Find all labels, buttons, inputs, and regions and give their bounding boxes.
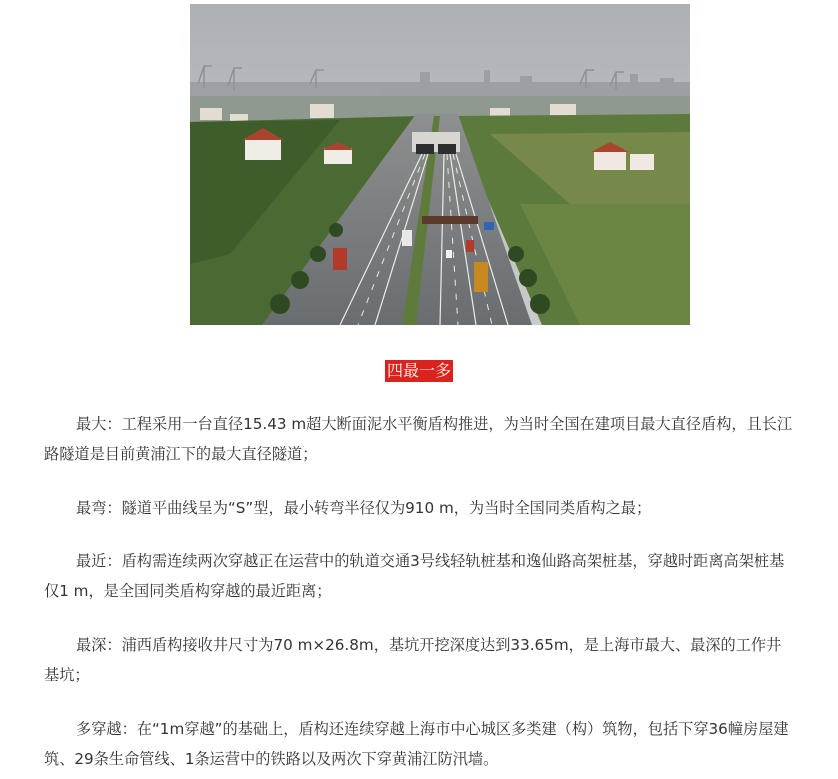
paragraph-closest: 最近：盾构需连续两次穿越正在运营中的轨道交通3号线轻轨桩基和逸仙路高架桩基，穿越时距离高架桩基仅1 m，是全国同类盾构穿越的最近距离； <box>44 552 785 600</box>
highway-aerial-photo <box>190 4 690 325</box>
paragraph-most-crossings: 多穿越：在“1m穿越”的基础上，盾构还连续穿越上海市中心城区多类建（构）筑物，包括下穿36幢房屋建筑、29条生命管线、1条运营中的铁路以及两次下穿黄浦江防汛墙。 <box>44 720 789 768</box>
section-heading <box>0 360 838 382</box>
paragraph-curviest: 最弯：隧道平曲线呈为“S”型，最小转弯半径仅为910 m，为当时全国同类盾构之最； <box>76 499 652 517</box>
paragraph-largest: 最大：工程采用一台直径15.43 m超大断面泥水平衡盾构推进，为当时全国在建项目最大直径盾构，且长江路隧道是目前黄浦江下的最大直径隧道； <box>44 415 793 463</box>
section-heading-label: 四最一多 <box>386 361 451 380</box>
paragraph-deepest: 最深：浦西盾构接收井尺寸为70 m×26.8m，基坑开挖深度达到33.65m，是上海市最大、最深的工作井基坑； <box>44 636 782 684</box>
